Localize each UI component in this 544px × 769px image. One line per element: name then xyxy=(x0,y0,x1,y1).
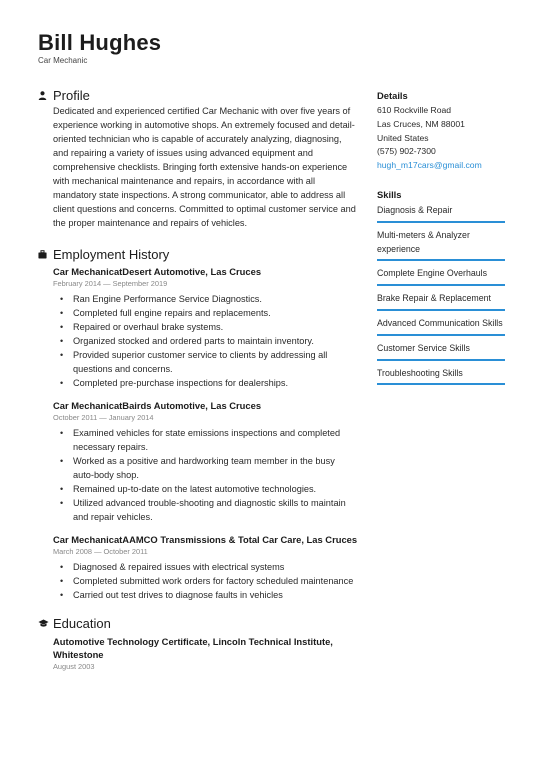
skill-item xyxy=(377,366,505,386)
job-title: Car MechanicatBairds Automotive, Las Cruces xyxy=(53,400,262,411)
details-section xyxy=(377,89,505,173)
phone-number: (575) 902-7300 xyxy=(377,146,436,157)
education-entry-title: Automotive Technology Certificate, Lincoln Technical Institute, Whitestone xyxy=(53,636,333,660)
job-bullet: • Provided superior customer service to clients by addressing all questions and concerns. xyxy=(53,348,358,376)
skill-label: Troubleshooting Skills xyxy=(377,367,463,378)
profile-title: Profile xyxy=(53,87,90,103)
skill-level-bar xyxy=(377,383,505,385)
skill-level-bar xyxy=(377,359,505,361)
details-heading: Details xyxy=(377,90,408,101)
job-bullet: • Examined vehicles for state emissions inspections and completed necessary repairs. xyxy=(53,426,358,454)
job-bullet: • Utilized advanced trouble-shooting and diagnostic skills to maintain and repair vehicles. xyxy=(53,496,358,524)
candidate-title: Car Mechanic xyxy=(38,56,88,65)
side-column xyxy=(377,89,505,390)
skill-label: Advanced Communication Skills xyxy=(377,317,503,328)
candidate-name: Bill Hughes xyxy=(38,30,162,55)
job-dates: October 2011 — January 2014 xyxy=(53,413,154,422)
employment-title: Employment History xyxy=(53,246,170,262)
profile-summary: Dedicated and experienced certified Car Mechanic with over five years of experience working in automotive shops. An extremely focused and detail-oriented technician who is capable of accurately analyzing, diagnosing, and repairing a variety of issues using advanced equipment and comprehensive checklists. Bringing forth extensive hands-on experience with mechanical maintenance and repairs, in accordance with all mandatory state inspections. A strong communicator, able to address all client questions and concerns. Committed to optimal customer service and the proper maintenance and repairs of vehicles. xyxy=(53,106,356,228)
skill-label: Customer Service Skills xyxy=(377,342,470,353)
skill-item xyxy=(377,203,505,223)
job-entry xyxy=(38,265,358,390)
job-title: Car MechanicatAAMCO Transmissions & Total Car Care, Las Cruces xyxy=(53,534,358,545)
skill-item xyxy=(377,341,505,361)
job-bullet: • Completed pre-purchase inspections for dealerships. xyxy=(53,376,358,390)
education-section xyxy=(38,614,358,673)
skill-item xyxy=(377,291,505,311)
job-bullet: • Diagnosed & repaired issues with electrical systems xyxy=(53,560,358,574)
skills-heading: Skills xyxy=(377,188,402,200)
job-bullet: • Ran Engine Performance Service Diagnostics. xyxy=(53,292,358,306)
job-bullet-list xyxy=(53,426,358,524)
job-title: Car MechanicatDesert Automotive, Las Cruces xyxy=(53,266,262,277)
employment-heading xyxy=(38,245,358,263)
skill-level-bar xyxy=(377,309,505,311)
address-line-1: 610 Rockville Road xyxy=(377,105,452,115)
address-line-2: Las Cruces, NM 88001 xyxy=(377,118,465,129)
job-bullet-list xyxy=(53,292,358,390)
skills-list xyxy=(377,203,505,385)
graduation-cap-icon xyxy=(38,619,53,628)
address-country: United States xyxy=(377,132,429,143)
job-bullet: • Completed full engine repairs and replacements. xyxy=(53,306,358,320)
skill-label: Diagnosis & Repair xyxy=(377,204,453,215)
briefcase-icon xyxy=(38,250,53,259)
skill-item xyxy=(377,228,505,262)
job-dates: March 2008 — October 2011 xyxy=(53,547,148,556)
job-bullet: • Carried out test drives to diagnose faults in vehicles xyxy=(53,588,358,602)
job-bullet-list xyxy=(53,560,358,602)
job-bullet: • Organized stocked and ordered parts to maintain inventory. xyxy=(53,334,358,348)
job-entry xyxy=(38,533,358,602)
job-bullet: • Worked as a positive and hardworking team member in the busy auto-body shop. xyxy=(53,454,358,482)
skill-label: Brake Repair & Replacement xyxy=(377,293,491,304)
person-icon xyxy=(38,91,53,100)
education-heading xyxy=(38,614,358,632)
job-bullet: • Repaired or overhaul brake systems. xyxy=(53,320,358,334)
profile-heading xyxy=(38,86,358,104)
education-entry xyxy=(38,635,358,673)
job-bullet: • Completed submitted work orders for factory scheduled maintenance xyxy=(53,574,358,588)
skill-level-bar xyxy=(377,334,505,336)
skills-section xyxy=(377,188,505,385)
skill-level-bar xyxy=(377,221,505,223)
education-title: Education xyxy=(53,615,111,631)
email-link[interactable]: hugh_m17cars@gmail.com xyxy=(377,160,482,171)
skill-label: Complete Engine Overhauls xyxy=(377,268,488,279)
skill-label: Multi-meters & Analyzer experience xyxy=(377,229,470,254)
skill-level-bar xyxy=(377,284,505,286)
job-entry xyxy=(38,399,358,524)
skill-item xyxy=(377,316,505,336)
employment-section xyxy=(38,245,358,602)
skill-item xyxy=(377,266,505,286)
main-column xyxy=(38,86,358,675)
job-list xyxy=(38,265,358,602)
education-entry-date: August 2003 xyxy=(53,662,95,671)
skill-level-bar xyxy=(377,259,505,261)
profile-section xyxy=(38,86,358,230)
job-bullet: • Remained up-to-date on the latest automotive technologies. xyxy=(53,482,358,496)
job-dates: February 2014 — September 2019 xyxy=(53,279,168,288)
